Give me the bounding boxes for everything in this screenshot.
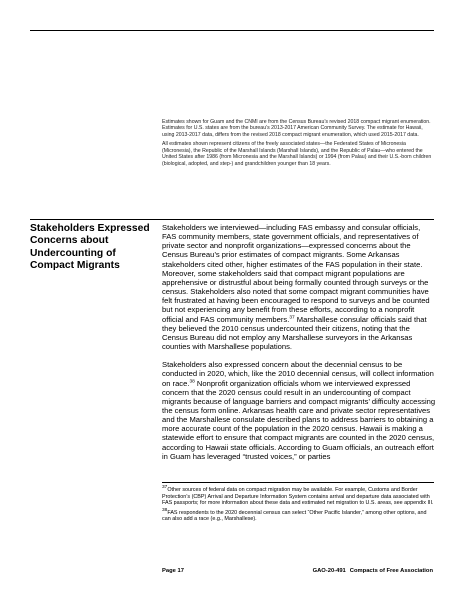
report-number: GAO-20-491 (312, 568, 346, 574)
report-identifier (313, 568, 433, 574)
section-heading: Stakeholders Expressed Concerns about Undercounting of Compact Migrants (30, 223, 150, 271)
section-rule (30, 219, 434, 220)
note-sources: Estimates shown for Guam and the CNMI are from the Census Bureau’s revised 2018 compact migrant enumeration. Estimates for U.S. states are from the bureau’s 2013-2017 American Community Survey. The estimate for Hawaii, using 2013-2017 data, differs from the revised 2018 compact migrant enumeration, which used 2015-2017 data. (162, 119, 431, 138)
body-paragraph: Stakeholders we interviewed—including FAS embassy and consular officials, FAS community members, state government officials, and representatives of private sector and nonprofit organizations—expressed concerns about the Census Bureau’s prior estimates of compact migrants. Some Arkansas stakeholders cited other, higher estimates of the FAS population in their state. Moreover, some stakeholders said that compact migrant populations are apprehensive or distrustful about being formally counted through surveys or the census. Stakeholders also noted that some compact migrant communities have felt frustrated at having been encouraged to respond to surveys and be counted but not experiencing any benefit from these efforts, according to a nonprofit official and FAS community members.$^{37}$ Marshallese consular officials said that they believed the 2010 census undercounted their citizens, noting that the Census Bureau did not employ any Marshallese surveyors in the Arkansas counties with Marshallese populations. (162, 223, 430, 352)
page-number: Page 17 (162, 568, 184, 574)
footnote: $^{37}$Other sources of federal data on compact migration may be available. For example, Customs and Border Protection’s (CBP) Arrival and Departure Information System contains arrival and departure data associated with FAS passports; for more information about these data and estimated net migration to U.S. areas, see appendix III. (162, 485, 434, 506)
body-text (162, 223, 436, 470)
body-paragraph: Stakeholders also expressed concern about the decennial census to be conducted in 2020, which, like the 2010 decennial census, will collect information on race.$^{38}$ Nonprofit organization officials whom we interviewed expressed concern that the 2020 census could result in an undercounting of compact migrants because of language barriers and compact migrants’ difficulty accessing the census form online. Arkansas health care and private sector representatives and the Marshallese consulate described plans to address barriers to obtaining a more accurate count of the population in the 2020 census. Hawaii is making a statewide effort to ensure that compact migrants are counted in the 2020 census, according to Hawaii state officials. According to Guam officials, an outreach effort in Guam has leveraged “trusted voices,” or parties (162, 360, 436, 461)
footnote: $^{38}$FAS respondents to the 2020 decennial census can select “Other Pacific Islander,” among other options, and can also add a race (e.g., Marshallese). (162, 507, 427, 522)
note-population: All estimates shown represent citizens of the freely associated states—the Federated States of Micronesia (Micronesia), the Republic of the Marshall Islands (Marshall Islands), and the Republic of Palau—who entered the United States after 1986 (from Micronesia and the Marshall Islands) or 1994 (from Palau) and their U.S.-born children (biological, adopted, and step-) and grandchildren younger than 18 years. (162, 141, 432, 167)
footnote-ref[interactable]: 38 (189, 378, 195, 384)
footnotes (162, 487, 434, 526)
footnote-rule (162, 482, 434, 483)
header-rule (30, 30, 434, 31)
footnote-ref[interactable]: 37 (289, 315, 295, 321)
report-title: Compacts of Free Association (349, 568, 433, 574)
figure-notes (162, 119, 434, 170)
